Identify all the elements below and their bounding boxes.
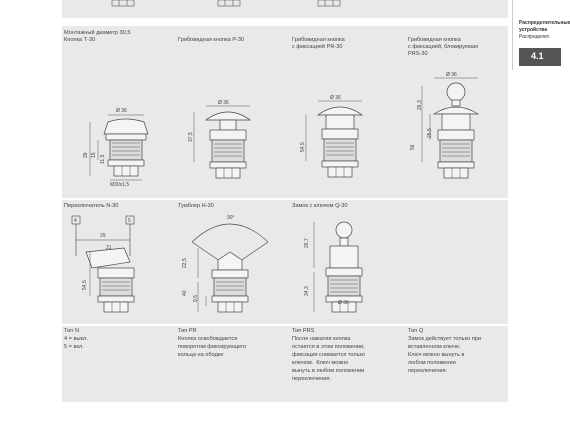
dim-row1-d36-c: Ø 36 [330, 95, 341, 101]
dim-row2-angle: 90° [227, 215, 235, 221]
drawing-mushroom-pr30 [292, 95, 402, 190]
dim-row1-h115: 11,5 [100, 154, 106, 164]
dim-row1-h255: 25,5 [427, 128, 433, 138]
dim-row2-h545: 54,5 [82, 280, 88, 290]
row1-item4-title-line1: Грибовидная кнопка [408, 37, 461, 43]
section-tab [512, 0, 570, 70]
section-number-label: 4.1 [531, 51, 544, 61]
dim-row2-w21: 21 [106, 245, 112, 251]
dim-row2-h343: 34,3 [304, 286, 310, 296]
type-q-line3: Ключ можно вынуть в [408, 352, 465, 358]
dim-row2-box4: 4 [74, 218, 77, 224]
dim-row2-box5: 5 [128, 218, 131, 224]
drawing-selector-n30 [64, 212, 174, 322]
type-q-name: Тип Q [408, 328, 424, 334]
dim-row2-h40: 40 [182, 290, 188, 296]
dim-row2-h95: 9,5 [193, 295, 199, 302]
type-prs-line2: остается в этом положении, [292, 344, 365, 350]
top-terminal-drawings [0, 0, 565, 20]
row1-item1-title-line2: Кнопка Т-30 [64, 37, 96, 43]
row2-item3-title: Замок с ключом Q-30 [292, 203, 348, 209]
dim-row2-w29: 29 [100, 233, 106, 239]
type-prs-line3: фиксация снимается только [292, 352, 366, 358]
type-q-line4: любом положении [408, 360, 456, 366]
dim-row1-m30: M30x1,5 [110, 182, 130, 188]
dim-row2-d36: Ø 36 [338, 300, 349, 306]
dim-row1-h545: 54,5 [300, 142, 306, 152]
type-prs-line6: переключения. [292, 376, 332, 382]
row1-item2-title: Грибовидная кнопка Р-30 [178, 37, 245, 43]
dim-row1-h263: 26,3 [417, 100, 423, 110]
drawing-button-t30 [68, 110, 178, 190]
type-prs-name: Тип PRS [292, 328, 315, 334]
type-q-line5: переключения. [408, 368, 448, 374]
row1-item4-title-line3: PRS-30 [408, 51, 428, 57]
type-pr-name: Тип PR [178, 328, 197, 334]
dim-row1-h56: 56 [410, 144, 416, 150]
row2-item2-title: Тумблер H-30 [178, 203, 214, 209]
type-n-line2: 5 = вкл. [64, 344, 84, 350]
dim-row1-d36-b: Ø 36 [218, 100, 229, 106]
row1-item3-title-line2: с фиксацией PR-30 [292, 44, 343, 50]
drawing-lockable-prs30 [408, 72, 518, 192]
type-pr-line2: поворотом фиксирующего [178, 344, 247, 350]
type-prs-line1: После нажатия кнопка [292, 336, 351, 342]
section-tab-line1: Распределительные [519, 20, 570, 26]
dim-row1-d36-a: Ø 36 [116, 108, 127, 114]
dim-row1-d36-d: Ø 36 [446, 72, 457, 78]
row1-item4-title-line2: с фиксацией, блокируемая [408, 44, 479, 50]
dim-row2-h267: 26,7 [304, 238, 310, 248]
type-pr-line1: Кнопка освобождается [178, 336, 238, 342]
type-prs-line4: ключом. Ключ можно [292, 360, 349, 366]
type-q-line2: вставленном ключе. [408, 344, 461, 350]
section-tab-line2: устройства [519, 27, 548, 33]
type-pr-line3: кольца на ободке [178, 352, 224, 358]
dim-row1-h39: 39 [83, 152, 89, 158]
row1-item3-title-line1: Грибовидная кнопка [292, 37, 345, 43]
type-n-line1: 4 = выкл. [64, 336, 88, 342]
section-tab-line3: Распределит. [519, 34, 550, 40]
type-n-name: Тип N [64, 328, 79, 334]
dim-row1-h15: 15 [91, 152, 97, 158]
dim-row1-h375: 37,5 [188, 132, 194, 142]
type-q-line1: Замок действует только при [408, 336, 482, 342]
dim-row2-h225: 22,5 [182, 258, 188, 268]
row1-item1-title-line1: Монтажный диаметр 30,5 [64, 30, 131, 36]
type-prs-line5: вынуть в любом положении [292, 368, 365, 374]
row2-item1-title: Переключатель N-30 [64, 203, 119, 209]
drawing-mushroom-p30 [180, 100, 290, 190]
drawing-toggle-h30 [178, 212, 288, 322]
